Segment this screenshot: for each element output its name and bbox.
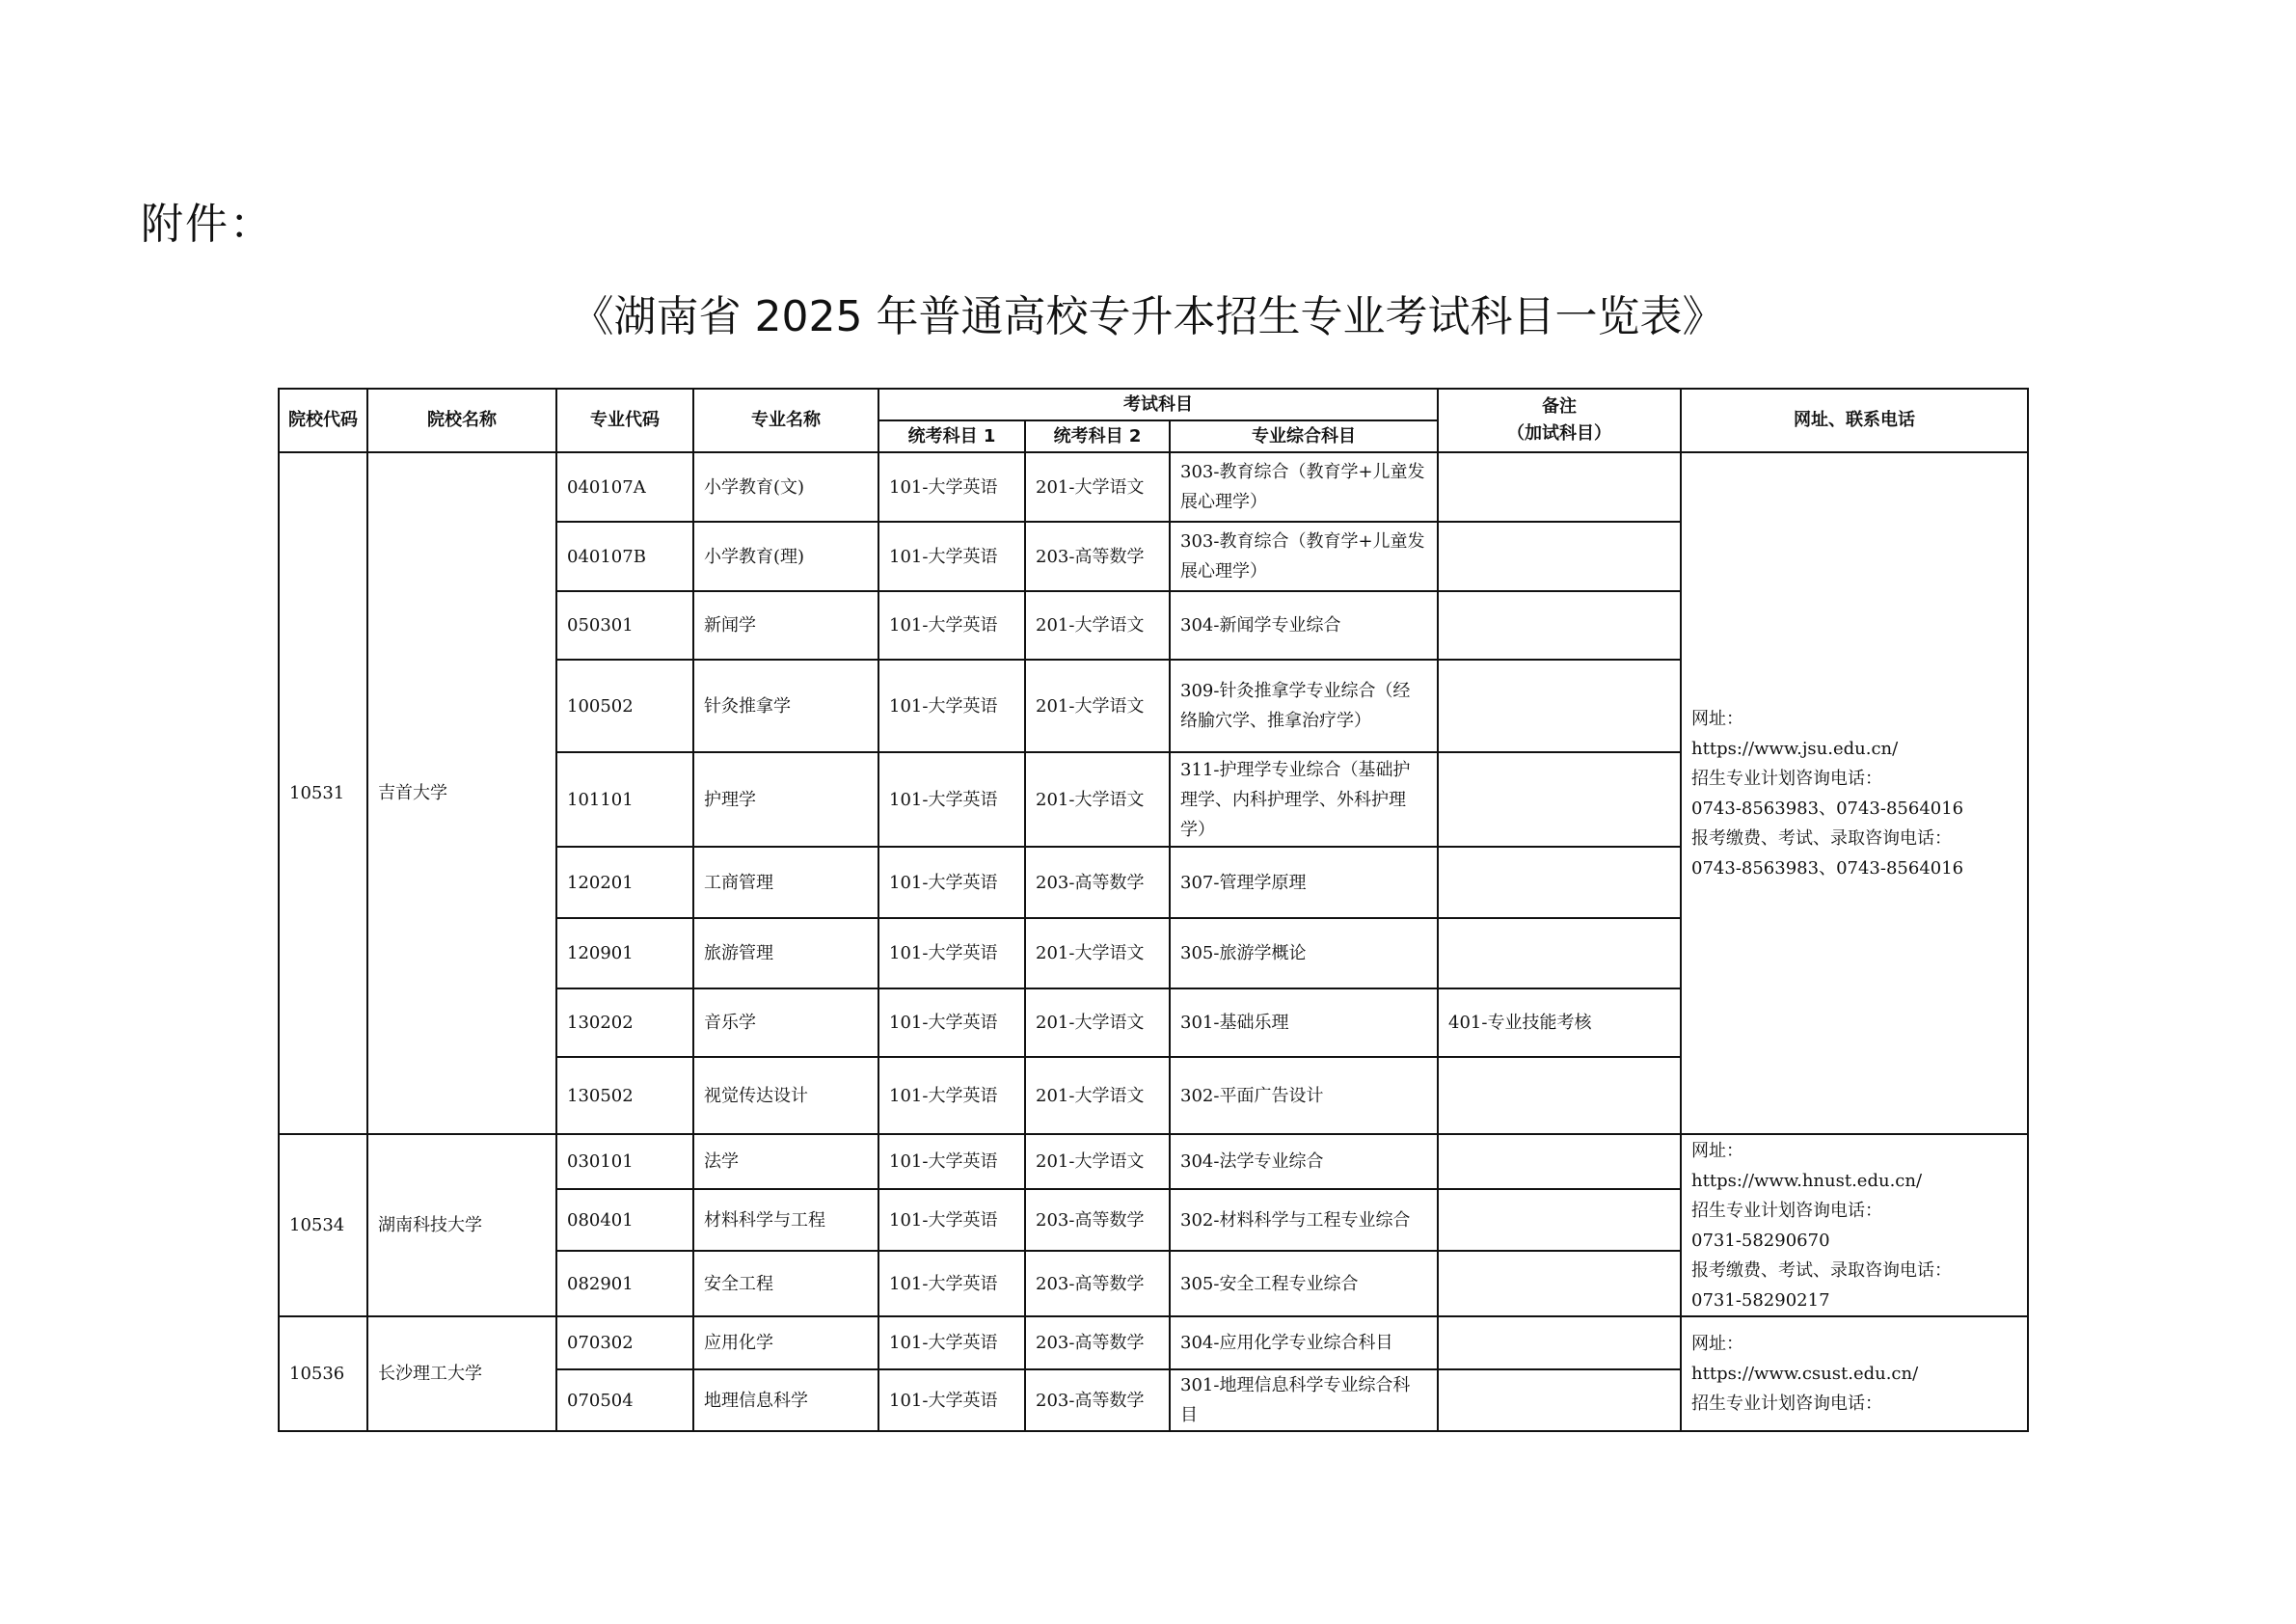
header-major-code: 专业代码: [556, 389, 693, 452]
major-name-cell: 小学教育(理): [693, 522, 878, 591]
school-code-cell: 10534: [279, 1134, 367, 1316]
exam2-cell: 203-高等数学: [1025, 847, 1170, 918]
website-text: 网址： https://www.jsu.edu.cn/ 招生专业计划咨询电话： 0743-8563983、0743-8564016 报考缴费、考试、录取咨询电话： 0743-8563983、0743-8564016: [1691, 708, 1964, 879]
comprehensive-cell: 309-针灸推拿学专业综合（经络腧穴学、推拿治疗学）: [1170, 660, 1438, 752]
comprehensive-cell: 304-应用化学专业综合科目: [1170, 1316, 1438, 1369]
remark-cell: [1438, 1057, 1681, 1134]
major-code-cell: 040107B: [556, 522, 693, 591]
exam1-cell: 101-大学英语: [878, 1189, 1025, 1251]
website-cell: [1681, 1316, 2028, 1431]
major-code-cell: 070504: [556, 1369, 693, 1431]
remark-cell: [1438, 522, 1681, 591]
header-major-name: 专业名称: [693, 389, 878, 452]
remark-cell: [1438, 1251, 1681, 1316]
school-name-cell: 长沙理工大学: [367, 1316, 556, 1431]
remark-cell: [1438, 752, 1681, 847]
remark-cell: [1438, 452, 1681, 522]
major-code-cell: 030101: [556, 1134, 693, 1189]
remark-cell: [1438, 1369, 1681, 1431]
exam1-cell: 101-大学英语: [878, 1057, 1025, 1134]
exam1-cell: 101-大学英语: [878, 1316, 1025, 1369]
header-exam-subjects: 考试科目: [878, 389, 1438, 420]
remark-cell: 401-专业技能考核: [1438, 988, 1681, 1057]
exam1-cell: 101-大学英语: [878, 1134, 1025, 1189]
major-code-cell: 100502: [556, 660, 693, 752]
major-code-cell: 080401: [556, 1189, 693, 1251]
header-website: 网址、联系电话: [1681, 389, 2028, 452]
remark-cell: [1438, 1189, 1681, 1251]
major-name-cell: 地理信息科学: [693, 1369, 878, 1431]
header-exam1: 统考科目 1: [878, 420, 1025, 452]
major-name-cell: 音乐学: [693, 988, 878, 1057]
document-title: 《湖南省 2025 年普通高校专升本招生专业考试科目一览表》: [571, 292, 1725, 341]
header-remark-sub: （加试科目）: [1507, 423, 1612, 444]
exam2-cell: 203-高等数学: [1025, 1189, 1170, 1251]
comprehensive-cell: 301-基础乐理: [1170, 988, 1438, 1057]
exam2-cell: 201-大学语文: [1025, 660, 1170, 752]
exam2-cell: 201-大学语文: [1025, 591, 1170, 660]
major-code-cell: 040107A: [556, 452, 693, 522]
comprehensive-cell: 301-地理信息科学专业综合科目: [1170, 1369, 1438, 1431]
major-code-cell: 120201: [556, 847, 693, 918]
table-row: [279, 1134, 2028, 1189]
remark-cell: [1438, 660, 1681, 752]
table-body: [279, 452, 2028, 1431]
exam2-cell: 201-大学语文: [1025, 1057, 1170, 1134]
website-text: 网址： https://www.hnust.edu.cn/ 招生专业计划咨询电话： 0731-58290670 报考缴费、考试、录取咨询电话： 0731-58290217: [1691, 1140, 1953, 1311]
header-exam2: 统考科目 2: [1025, 420, 1170, 452]
comprehensive-cell: 302-平面广告设计: [1170, 1057, 1438, 1134]
exam1-cell: 101-大学英语: [878, 1369, 1025, 1431]
exam1-cell: 101-大学英语: [878, 452, 1025, 522]
exam2-cell: 203-高等数学: [1025, 1316, 1170, 1369]
exam2-cell: 201-大学语文: [1025, 752, 1170, 847]
major-name-cell: 视觉传达设计: [693, 1057, 878, 1134]
major-code-cell: 130202: [556, 988, 693, 1057]
comprehensive-cell: 311-护理学专业综合（基础护理学、内科护理学、外科护理学）: [1170, 752, 1438, 847]
table-row: [279, 452, 2028, 522]
exam1-cell: 101-大学英语: [878, 918, 1025, 988]
comprehensive-cell: 303-教育综合（教育学+儿童发展心理学）: [1170, 522, 1438, 591]
header-school-code: 院校代码: [279, 389, 367, 452]
school-name-cell: 湖南科技大学: [367, 1134, 556, 1316]
major-name-cell: 新闻学: [693, 591, 878, 660]
major-name-cell: 旅游管理: [693, 918, 878, 988]
exam1-cell: 101-大学英语: [878, 988, 1025, 1057]
exam2-cell: 203-高等数学: [1025, 1251, 1170, 1316]
major-name-cell: 小学教育(文): [693, 452, 878, 522]
comprehensive-cell: 304-新闻学专业综合: [1170, 591, 1438, 660]
exam1-cell: 101-大学英语: [878, 847, 1025, 918]
exam2-cell: 201-大学语文: [1025, 988, 1170, 1057]
header-school-name: 院校名称: [367, 389, 556, 452]
major-name-cell: 应用化学: [693, 1316, 878, 1369]
exam1-cell: 101-大学英语: [878, 660, 1025, 752]
website-cell: [1681, 1134, 2028, 1316]
comprehensive-cell: 305-旅游学概论: [1170, 918, 1438, 988]
remark-cell: [1438, 847, 1681, 918]
major-code-cell: 130502: [556, 1057, 693, 1134]
exam1-cell: 101-大学英语: [878, 591, 1025, 660]
major-name-cell: 法学: [693, 1134, 878, 1189]
remark-cell: [1438, 918, 1681, 988]
major-name-cell: 安全工程: [693, 1251, 878, 1316]
exam1-cell: 101-大学英语: [878, 752, 1025, 847]
major-code-cell: 070302: [556, 1316, 693, 1369]
major-name-cell: 材料科学与工程: [693, 1189, 878, 1251]
comprehensive-cell: 303-教育综合（教育学+儿童发展心理学）: [1170, 452, 1438, 522]
school-code-cell: 10536: [279, 1316, 367, 1431]
attachment-label: 附件：: [141, 200, 274, 249]
comprehensive-cell: 305-安全工程专业综合: [1170, 1251, 1438, 1316]
comprehensive-cell: 307-管理学原理: [1170, 847, 1438, 918]
remark-cell: [1438, 591, 1681, 660]
major-code-cell: 050301: [556, 591, 693, 660]
exam2-cell: 201-大学语文: [1025, 1134, 1170, 1189]
major-name-cell: 工商管理: [693, 847, 878, 918]
major-code-cell: 082901: [556, 1251, 693, 1316]
header-remark: [1438, 389, 1681, 452]
exam2-cell: 203-高等数学: [1025, 1369, 1170, 1431]
header-comprehensive: 专业综合科目: [1170, 420, 1438, 452]
major-code-cell: 120901: [556, 918, 693, 988]
table-row: [279, 1316, 2028, 1369]
school-name-cell: 吉首大学: [367, 452, 556, 1134]
exam1-cell: 101-大学英语: [878, 1251, 1025, 1316]
exam2-cell: 201-大学语文: [1025, 918, 1170, 988]
exam2-cell: 203-高等数学: [1025, 522, 1170, 591]
exam1-cell: 101-大学英语: [878, 522, 1025, 591]
major-name-cell: 针灸推拿学: [693, 660, 878, 752]
website-text: 网址： https://www.csust.edu.cn/ 招生专业计划咨询电话：: [1691, 1334, 1919, 1414]
comprehensive-cell: 302-材料科学与工程专业综合: [1170, 1189, 1438, 1251]
major-code-cell: 101101: [556, 752, 693, 847]
website-cell: [1681, 452, 2028, 1134]
major-name-cell: 护理学: [693, 752, 878, 847]
exam2-cell: 201-大学语文: [1025, 452, 1170, 522]
comprehensive-cell: 304-法学专业综合: [1170, 1134, 1438, 1189]
header-remark-label: 备注: [1542, 396, 1578, 417]
exam-subject-table: [278, 388, 2029, 1432]
school-code-cell: 10531: [279, 452, 367, 1134]
remark-cell: [1438, 1316, 1681, 1369]
remark-cell: [1438, 1134, 1681, 1189]
